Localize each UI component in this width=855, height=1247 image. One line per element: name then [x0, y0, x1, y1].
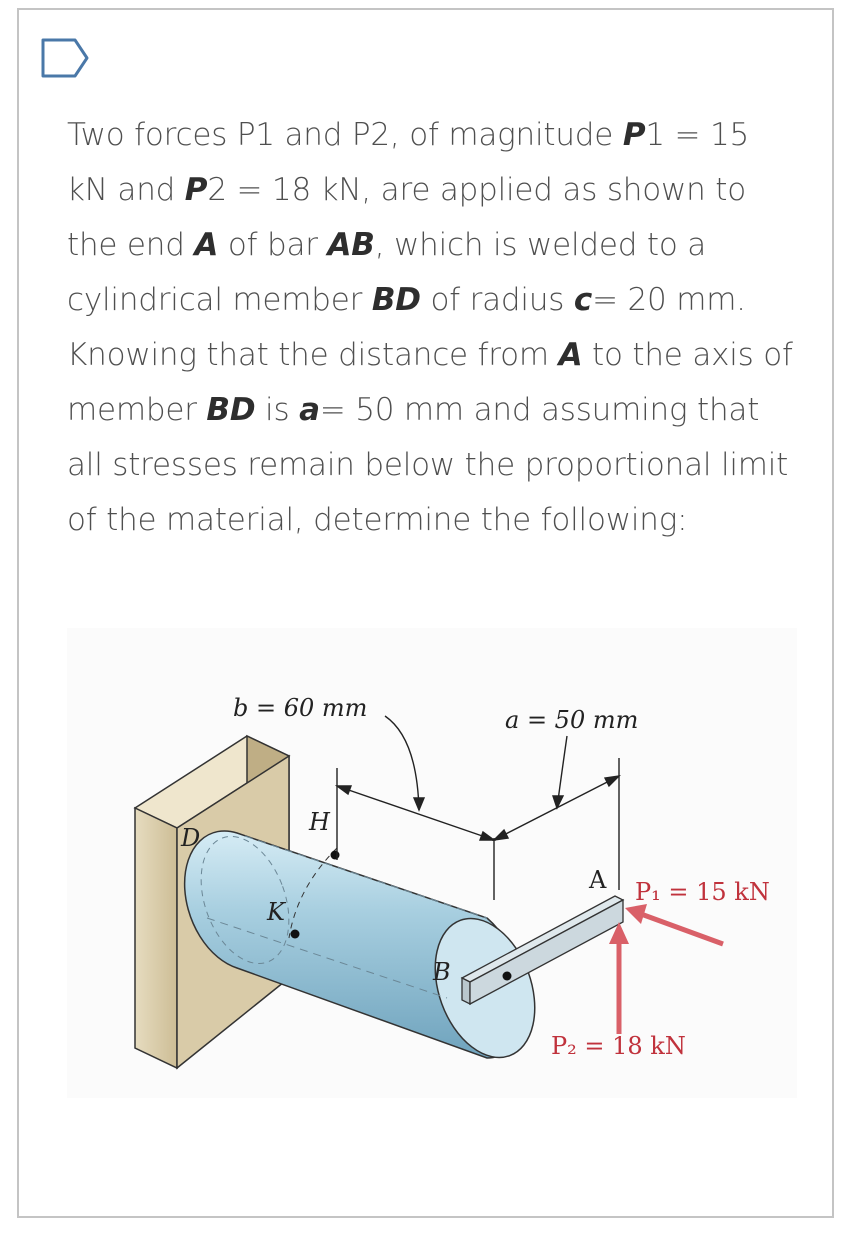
- arrow-p1-icon: [625, 904, 647, 924]
- label-a: A: [589, 866, 607, 894]
- label-b: B: [433, 958, 451, 986]
- dimension-lines: [337, 716, 619, 900]
- bar-cylinder-diagram: [67, 628, 797, 1098]
- point-h-marker: [331, 851, 340, 860]
- dimension-b-label: b = 60 mm: [233, 694, 368, 722]
- label-k: K: [267, 898, 285, 926]
- problem-card: [17, 8, 834, 1218]
- force-p1-label: P₁ = 15 kN: [635, 878, 770, 906]
- force-arrows: [609, 904, 723, 1034]
- dimension-a-label: a = 50 mm: [505, 706, 639, 734]
- tag-icon[interactable]: [41, 38, 91, 78]
- cylinder-bd: [185, 824, 553, 1071]
- force-p2-label: P₂ = 18 kN: [551, 1032, 686, 1060]
- point-k-marker: [291, 930, 300, 939]
- problem-text: Two forces P1 and P2, of magnitude P1 = 15 kN and P2 = 18 kN, are applied as shown to the end A of bar AB, which is welded to a cylindrical member BD of radius c= 20 mm. Knowing that the distance from A to the axis of member BD is a= 50 mm and assuming that all stresses remain below the proportional limit of the material, determine the following:: [67, 117, 793, 538]
- label-d: D: [181, 824, 201, 852]
- problem-figure: [67, 628, 797, 1098]
- label-h: H: [309, 808, 330, 836]
